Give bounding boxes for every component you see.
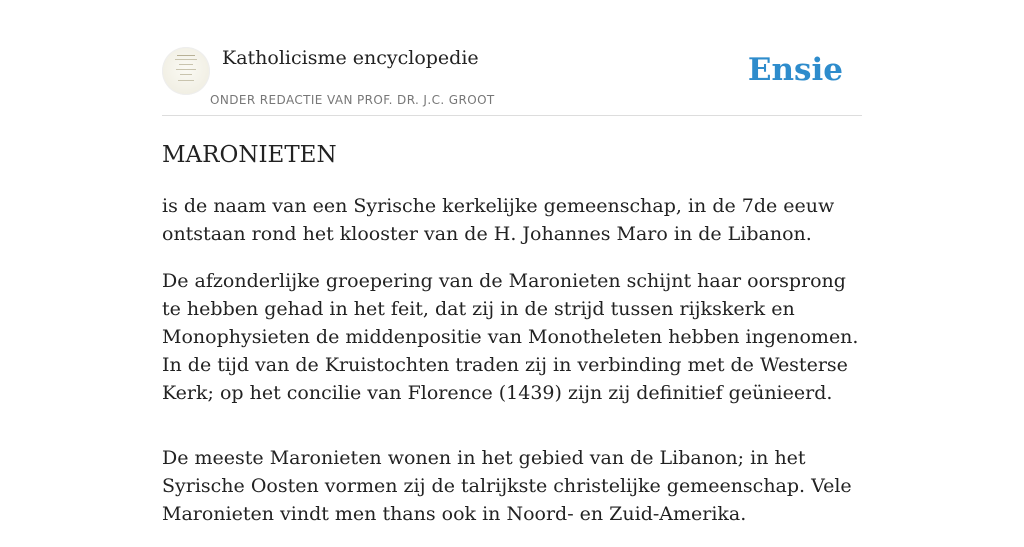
article-body: [162, 192, 862, 547]
cover-line: [179, 64, 193, 65]
header: [162, 0, 862, 116]
article-headword: MARONIETEN: [162, 142, 337, 168]
brand-logo[interactable]: Ensie: [747, 52, 843, 88]
cover-title-mark: [177, 55, 195, 56]
editor-credit: ONDER REDACTIE VAN PROF. DR. J.C. GROOT: [210, 93, 495, 107]
cover-line: [175, 59, 197, 60]
article-paragraph: is de naam van een Syrische kerkelijke gemeenschap, in de 7de eeuw ontstaan rond het klooster van de H. Johannes Maro in de Libanon.: [162, 195, 835, 245]
cover-line: [176, 69, 196, 70]
book-title[interactable]: Katholicisme encyclopedie: [222, 47, 479, 69]
book-cover-image[interactable]: [162, 47, 210, 95]
cover-line: [180, 74, 192, 75]
cover-line: [178, 80, 194, 81]
article-paragraph: De meeste Maronieten wonen in het gebied van de Libanon; in het Syrische Oosten vormen zij de talrijkste christelijke gemeenschap. Vele Maronieten vindt men thans ook in Noord- en Zuid-Amerika.: [162, 447, 852, 525]
article-paragraph: De afzonderlijke groepering van de Maronieten schijnt haar oorsprong te hebben gehad in het feit, dat zij in de strijd tussen rijkskerk en Monophysieten de middenpositie van Monotheleten hebben ingenomen. In de tijd van de Kruistochten traden zij in verbinding met de Westerse Kerk; op het concilie van Florence (1439) zijn zij definitief geünieerd.: [162, 270, 859, 404]
page: [162, 0, 862, 525]
